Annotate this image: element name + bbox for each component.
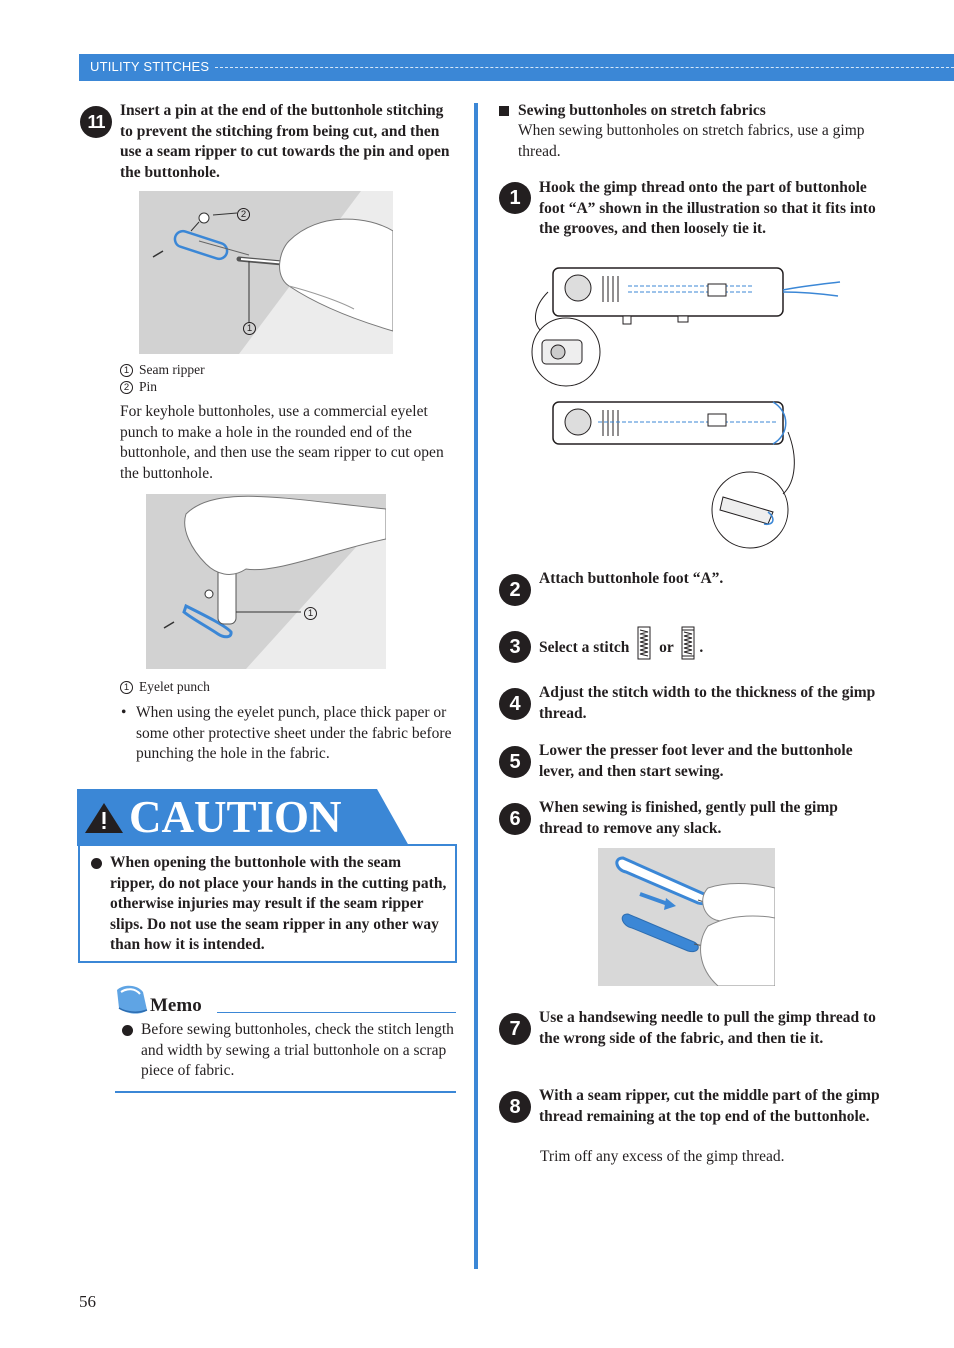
- step-1-badge: 1: [499, 182, 531, 214]
- step-4-badge: 4: [499, 688, 531, 720]
- step-3-badge: 3: [499, 631, 531, 663]
- step-7-badge: 7: [499, 1013, 531, 1045]
- memo-bullet: [122, 1025, 133, 1036]
- seam-ripper-illustration: [139, 191, 393, 354]
- eyelet-punch-illustration: [146, 494, 386, 669]
- caution-bullet: [91, 858, 102, 869]
- step-6-badge: 6: [499, 803, 531, 835]
- step-5-text: Lower the presser foot lever and the buttonhole lever, and then start sewing.: [539, 742, 853, 780]
- page-header-bar: [79, 54, 954, 81]
- keyhole-instructions: For keyhole buttonholes, use a commercial eyelet punch to make a hole in the rounded end of the buttonhole, and then use the seam ripper to cut open the buttonhole.: [120, 403, 444, 482]
- fig1-label-pin: 2 Pin: [120, 378, 157, 395]
- step-7-text: Use a handsewing needle to pull the gimp thread to the wrong side of the fabric, and then tie it.: [539, 1009, 876, 1047]
- header-dashed-line: [215, 67, 954, 68]
- step-11-badge: 11: [80, 106, 112, 138]
- buttonhole-foot-a-illustration: [528, 262, 848, 552]
- memo-icon: [113, 984, 149, 1016]
- step-8-note: Trim off any excess of the gimp thread.: [540, 1148, 785, 1165]
- step-1-text: Hook the gimp thread onto the part of buttonhole foot “A” shown in the illustration so that it fits into the grooves, and then loosely tie it.: [539, 179, 876, 237]
- callout-eyelet-marker: 1: [304, 604, 323, 621]
- memo-bottom-rule: [115, 1091, 456, 1093]
- stitch-icon-a: [637, 626, 651, 660]
- step-11-text: Insert a pin at the end of the buttonhole stitching to prevent the stitching from being cut, and then use a seam ripper to cut towards the pin and open the buttonhole.: [120, 102, 450, 181]
- step-2-text: Attach buttonhole foot “A”.: [539, 570, 724, 587]
- stitch-icon-b: [681, 626, 695, 660]
- memo-text: Before sewing buttonholes, check the stitch length and width by sewing a trial buttonhole on a scrap piece of fabric.: [141, 1021, 454, 1079]
- section-title: Sewing buttonholes on stretch fabrics: [518, 102, 766, 119]
- step-6-text: When sewing is finished, gently pull the gimp thread to remove any slack.: [539, 799, 838, 837]
- page-number: 56: [79, 1292, 96, 1311]
- gimp-thread-pull-illustration: [598, 848, 775, 986]
- header-title: UTILITY STITCHES: [90, 59, 210, 74]
- callout-2-marker: 2: [237, 205, 256, 222]
- step-2-badge: 2: [499, 574, 531, 606]
- column-divider: [474, 103, 478, 1269]
- step-8-text: With a seam ripper, cut the middle part of the gimp thread remaining at the top end of the buttonhole.: [539, 1087, 880, 1125]
- memo-title: Memo: [150, 995, 202, 1016]
- bullet-marker: •: [121, 704, 127, 721]
- callout-1-marker: 1: [243, 319, 262, 336]
- memo-top-rule: [217, 1012, 456, 1013]
- caution-text: When opening the buttonhole with the seam ripper, do not place your hands in the cutting path, otherwise injuries may result if the seam ripper slips. Do not use the seam ripper in any other way than how it is intended.: [110, 854, 447, 953]
- eyelet-note: When using the eyelet punch, place thick paper or some other protective sheet under the fabric before punching the hole in the fabric.: [136, 704, 452, 762]
- section-square-bullet: [499, 106, 509, 116]
- step-5-badge: 5: [499, 746, 531, 778]
- section-intro: When sewing buttonholes on stretch fabrics, use a gimp thread.: [518, 122, 865, 160]
- step-8-badge: 8: [499, 1091, 531, 1123]
- caution-title: CAUTION: [129, 792, 342, 842]
- fig2-label-eyelet-punch: 1 Eyelet punch: [120, 678, 210, 695]
- step-4-text: Adjust the stitch width to the thickness of the gimp thread.: [539, 684, 876, 722]
- fig1-label-seam-ripper: 1 Seam ripper: [120, 361, 205, 378]
- step-3-text: Select a stitch or .: [539, 626, 703, 660]
